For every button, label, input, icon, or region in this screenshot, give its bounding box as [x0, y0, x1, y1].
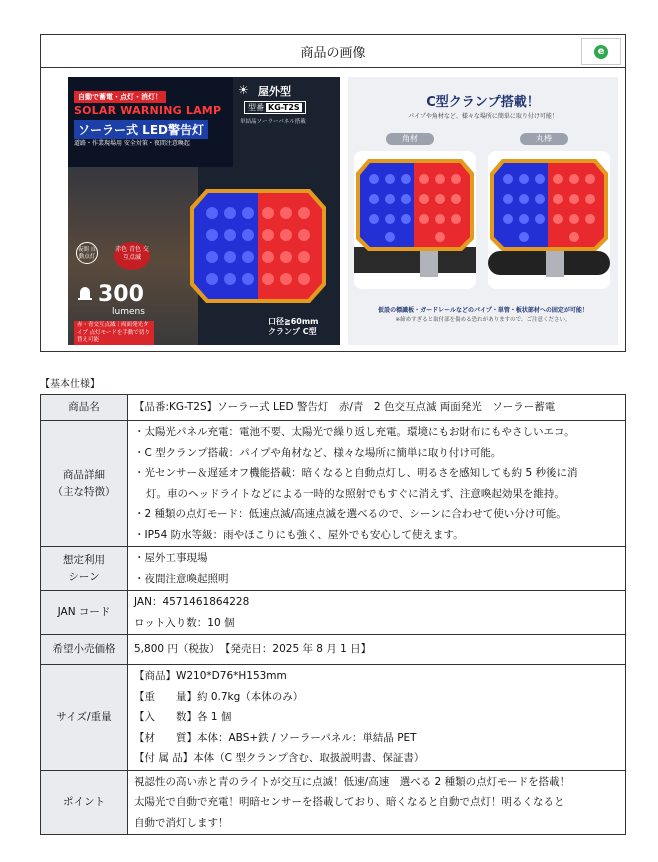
- scene-label: [41, 547, 128, 591]
- size-line: 【商品】W210*D76*H153mm: [134, 670, 287, 682]
- lamp-on-round-bar: [488, 151, 610, 289]
- clamp-info: [268, 317, 319, 338]
- jan-value: [128, 591, 626, 635]
- lot-quantity: ロット入り数：10 個: [134, 616, 235, 629]
- detail-label: [41, 421, 128, 547]
- spec-section-label: 【基本仕様】: [40, 379, 100, 390]
- spec-table: [40, 394, 626, 835]
- clamp-footer-note: ※締めすぎると取付部を傷める恐れがありますので、ご注意ください。: [395, 317, 571, 323]
- size-line: 【材 質】本体：ABS+鉄 / ソーラーパネル：単結晶 PET: [134, 731, 417, 744]
- model-number: KG-T2S: [268, 103, 300, 112]
- mode-note: 赤・青交互点滅｜両面発光タイプ 点灯モードを手動で切り替え可能: [74, 321, 154, 345]
- detail-label-line2: （主な特徴）: [52, 485, 116, 498]
- company-logo: [581, 38, 621, 65]
- auto-tag: 自動で蓄電・点灯・消灯！: [74, 91, 166, 103]
- table-row: [41, 770, 626, 835]
- clamp-footer-main: 仮設の標識板・ガードレールなどのパイプ・単管・板状部材への固定が可能！: [378, 307, 588, 314]
- lamp-on-square-bar: [354, 151, 476, 289]
- night-badge: 夜間 自動点灯: [76, 242, 98, 264]
- table-row: [41, 665, 626, 771]
- jan-label: JAN コード: [41, 591, 128, 635]
- table-row: [41, 421, 626, 547]
- detail-label-line1: 商品詳細: [63, 469, 105, 482]
- beacon-icon: [76, 284, 94, 300]
- lumen-value: 300: [98, 282, 144, 307]
- product-photo-main: [68, 77, 340, 345]
- size-line: 【付 属 品】本体（C 型クランプ含む、取扱説明書、保証書）: [134, 752, 425, 764]
- point-label: ポイント: [41, 770, 128, 835]
- label-round-bar: 丸棒: [520, 133, 568, 145]
- jan-code: JAN：4571461864228: [134, 596, 250, 608]
- table-row: [41, 591, 626, 635]
- scene-line: ・夜間注意喚起照明: [134, 572, 229, 585]
- detail-line: 灯。車のヘッドライトなどによる一時的な照射でもすぐに消えず、注意喚起効果を維持。: [146, 487, 565, 500]
- point-line: 視認性の高い赤と青のライトが交互に点滅！低速/高速 選べる 2 種類の点灯モードを搭載！: [134, 775, 571, 788]
- model-label: 型番: [248, 103, 264, 112]
- point-value: [128, 770, 626, 835]
- detail-line: ・2 種類の点灯モード：低速点滅/高速点滅を選べるので、シーンに合わせて使い分け可能。: [134, 508, 567, 520]
- label-square-bar: 角材: [386, 133, 434, 145]
- price-label: 希望小売価格: [41, 635, 128, 665]
- detail-line: ・太陽光パネル充電：電池不要、太陽光で繰り返し充電。環境にもお財布にもやさしいエコ。: [134, 426, 575, 438]
- size-label: サイズ/重量: [41, 665, 128, 771]
- scene-value: [128, 547, 626, 591]
- clamp-type: クランプ C型: [268, 327, 317, 337]
- alternate-badge: 赤色 青色 交互点滅: [114, 242, 150, 270]
- point-line: 太陽光で自動で充電！明暗センサーを搭載しており、暗くなると自動で点灯！明るくなると: [134, 796, 565, 808]
- warning-lamp-illustration: [188, 187, 328, 305]
- price-value: 5,800 円（税抜） 【発売日：2025 年 8 月 1 日】: [128, 635, 626, 665]
- subtitle-japanese: 道路・作業現場用 安全対策・夜間注意喚起: [74, 140, 190, 147]
- image-section-title: 商品の画像: [300, 45, 366, 61]
- square-bar-photo: [354, 151, 476, 289]
- lumen-unit: lumens: [112, 307, 145, 317]
- round-bar-photo: [488, 151, 610, 289]
- scene-label-line2: シーン: [68, 570, 100, 583]
- model-badge: [244, 101, 306, 114]
- title-english: SOLAR WARNING LAMP: [74, 104, 222, 117]
- clamp-title: C型クランプ搭載！: [426, 95, 540, 110]
- table-row: [41, 635, 626, 665]
- product-name-value: 【品番:KG-T2S】ソーラー式 LED 警告灯 赤/青 2 色交互点滅 両面発光 ソーラー蓄電: [128, 395, 626, 421]
- sun-icon: ☀: [238, 83, 249, 97]
- size-line: 【重 量】約 0.7kg（本体のみ）: [134, 690, 304, 703]
- solar-note: 単結晶ソーラーパネル搭載: [240, 119, 306, 125]
- size-value: [128, 665, 626, 771]
- outdoor-label: 屋外型: [258, 85, 291, 98]
- image-section-header: [41, 35, 625, 68]
- table-row: [41, 547, 626, 591]
- size-line: 【入 数】各 1 個: [134, 711, 232, 723]
- detail-line: ・C 型クランプ搭載：パイプや角材など、様々な場所に簡単に取り付け可能。: [134, 446, 502, 459]
- detail-line: ・光センサー＆遅延オフ機能搭載：暗くなると自動点灯し、明るさを感知しても約 5 秒後に消: [134, 467, 578, 479]
- title-japanese: ソーラー式 LED警告灯: [74, 120, 208, 139]
- detail-value: [128, 421, 626, 547]
- product-name-label: 商品名: [41, 395, 128, 421]
- point-line: 自動で消灯します！: [134, 816, 229, 829]
- scene-label-line1: 想定利用: [63, 554, 105, 567]
- detail-line: ・IP54 防水等級：雨やほこりにも強く、屋外でも安心して使えます。: [134, 528, 464, 541]
- logo-icon: e: [594, 45, 608, 59]
- clamp-subtitle: パイプや角材など、様々な場所に簡単に取り付け可能！: [408, 113, 558, 120]
- clamp-diameter: 口径≧60mm: [268, 317, 319, 326]
- clamp-feature-panel: [348, 77, 618, 345]
- table-row: [41, 395, 626, 421]
- scene-line: ・屋外工事現場: [134, 552, 208, 564]
